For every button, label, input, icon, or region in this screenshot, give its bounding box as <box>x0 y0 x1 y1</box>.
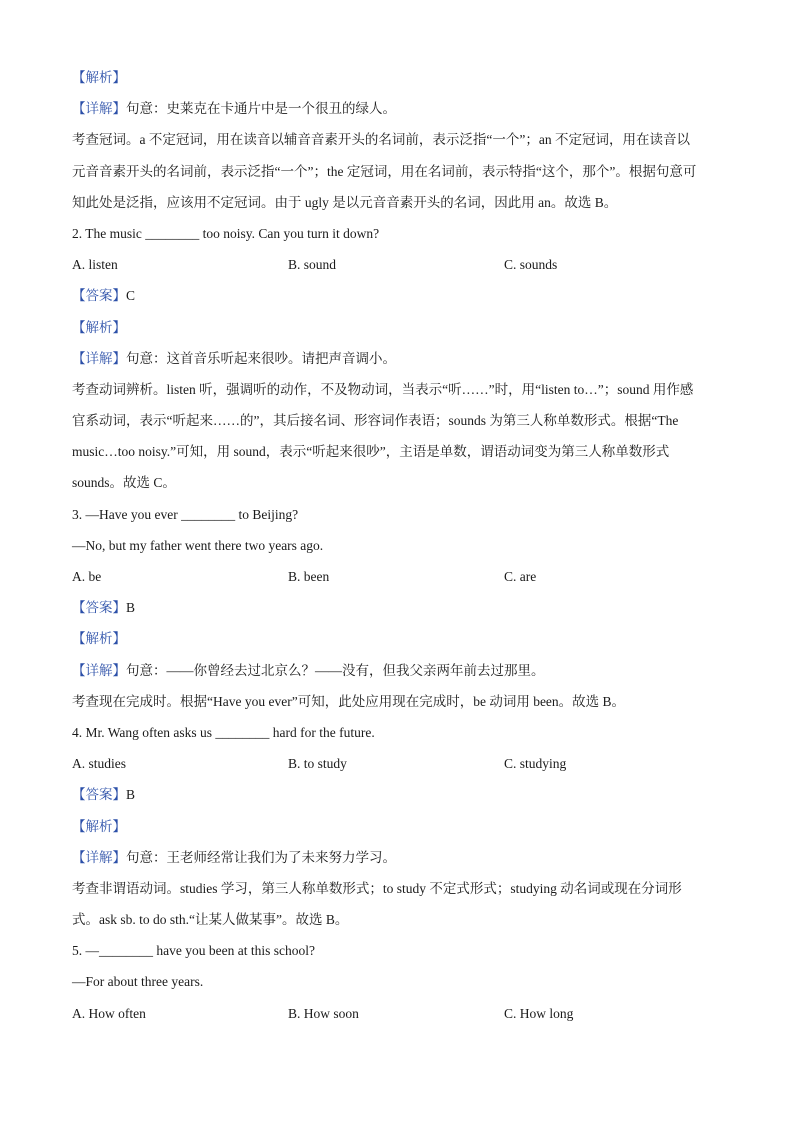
q4-options <box>72 748 722 779</box>
q3-question: 3. —Have you ever ________ to Beijing? <box>72 506 299 522</box>
q4-option-b: B. to study <box>288 756 347 772</box>
document-page <box>72 62 722 1029</box>
q2-answer <box>72 280 722 311</box>
q1-detail-tag: 【详解】 <box>72 101 126 117</box>
q2-detail-text: 句意：这首音乐听起来很吵。请把声音调小。 <box>126 350 396 366</box>
q2-answer-tag: 【答案】 <box>72 288 126 304</box>
q2-option-b: B. sound <box>288 257 337 273</box>
q2-options <box>72 249 722 280</box>
q1-detail-text: 句意：史莱克在卡通片中是一个很丑的绿人。 <box>126 101 396 117</box>
q1-analysis-tag: 【解析】 <box>72 70 126 85</box>
q4-detail <box>72 842 722 873</box>
q3-answer-tag: 【答案】 <box>72 600 126 616</box>
q2-explanation-line: 考查动词辨析。listen 听，强调听的动作，不及物动词，当表示“听……”时，用“listen to…”；sound 用作感 <box>72 381 694 397</box>
q4-answer-tag: 【答案】 <box>72 787 126 803</box>
q2-answer-value: C <box>126 288 136 304</box>
q3-analysis-tag: 【解析】 <box>72 631 126 647</box>
q5-question: 5. —________ have you been at this school? <box>72 943 315 959</box>
q3-detail-text: 句意：——你曾经去过北京么？——没有，但我父亲两年前去过那里。 <box>126 662 545 678</box>
q4-explanation-line: 式。ask sb. to do sth.“让某人做某事”。故选 B。 <box>72 912 349 928</box>
q2-explanation-line: sounds。故选 C。 <box>72 475 176 491</box>
q3-answer-value: B <box>126 600 136 616</box>
q2-detail <box>72 343 722 374</box>
q3-option-c: C. are <box>504 569 537 584</box>
q3-detail <box>72 655 722 686</box>
q5-option-c: C. How long <box>504 1005 574 1021</box>
q1-explanation-line: 知此处是泛指，应该用不定冠词。由于 ugly 是以元音音素开头的名词，因此用 an。故选 B。 <box>72 194 618 210</box>
q5-reply: —For about three years. <box>72 974 204 990</box>
q2-explanation-line: 官系动词，表示“听起来……的”，其后接名词、形容词作表语；sounds 为第三人称单数形式。根据“The <box>72 413 679 429</box>
q3-option-b: B. been <box>288 569 330 584</box>
q1-explanation-line: 考查冠词。a 不定冠词，用在读音以辅音音素开头的名词前，表示泛指“一个”；an 不定冠词，用在读音以 <box>72 132 690 148</box>
q5-option-b: B. How soon <box>288 1005 359 1021</box>
q4-option-a: A. studies <box>72 756 126 772</box>
q4-detail-text: 句意：王老师经常让我们为了未来努力学习。 <box>126 849 396 865</box>
q4-option-c: C. studying <box>504 756 567 772</box>
q4-explanation-line: 考查非谓语动词。studies 学习，第三人称单数形式；to study 不定式形式；studying 动名词或现在分词形 <box>72 880 682 896</box>
q4-answer <box>72 779 722 810</box>
q4-detail-tag: 【详解】 <box>72 849 126 865</box>
q3-option-a: A. be <box>72 569 102 584</box>
q2-option-a: A. listen <box>72 257 118 273</box>
q3-reply: —No, but my father went there two years ago. <box>72 537 324 553</box>
q4-analysis-tag: 【解析】 <box>72 818 126 834</box>
q5-option-a: A. How often <box>72 1005 146 1021</box>
q2-analysis-tag: 【解析】 <box>72 319 126 335</box>
q3-detail-tag: 【详解】 <box>72 662 126 678</box>
q1-explanation-line: 元音音素开头的名词前，表示泛指“一个”；the 定冠词，用在名词前，表示特指“这个，那个”。根据句意可 <box>72 163 697 179</box>
q4-question: 4. Mr. Wang often asks us ________ hard for the future. <box>72 724 375 740</box>
q3-answer <box>72 592 722 623</box>
q2-question: 2. The music ________ too noisy. Can you turn it down? <box>72 225 380 241</box>
q3-explanation-line: 考查现在完成时。根据“Have you ever”可知，此处应用现在完成时，be 动词用 been。故选 B。 <box>72 693 626 709</box>
q2-option-c: C. sounds <box>504 257 558 273</box>
q1-detail <box>72 93 722 124</box>
q5-options <box>72 998 722 1029</box>
q2-detail-tag: 【详解】 <box>72 350 126 366</box>
q3-options <box>72 561 722 592</box>
q2-explanation-line: music…too noisy.”可知，用 sound，表示“听起来很吵”，主语是单数，谓语动词变为第三人称单数形式 <box>72 444 670 460</box>
q4-answer-value: B <box>126 787 136 803</box>
